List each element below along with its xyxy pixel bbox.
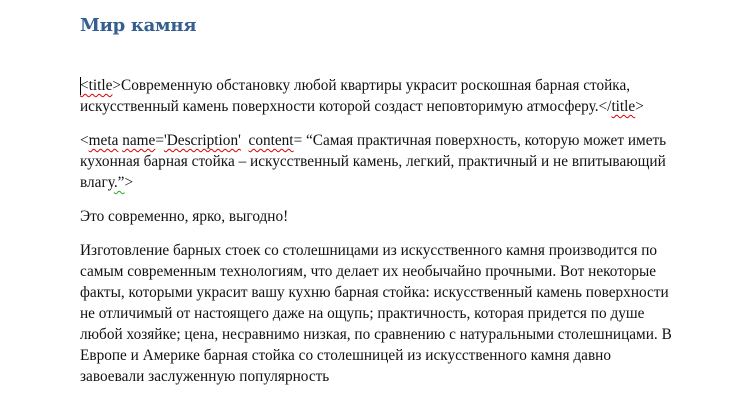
text-run: >Современную обстановку любой квартиры украсит роскошная барная стойка, xyxy=(112,77,631,94)
spelling-error[interactable]: 'Description' xyxy=(163,132,241,149)
grammar-error[interactable]: .” xyxy=(113,174,125,191)
text-run: = “Самая практичная поверхность, которую может иметь xyxy=(293,132,667,149)
text-run: < xyxy=(80,132,89,149)
paragraph-title-tag[interactable] xyxy=(80,75,644,117)
text-line: Европе и Америке барная стойка со столешницей из искусственного камня давно xyxy=(80,347,612,364)
text-line xyxy=(80,96,644,117)
paragraph-meta-tag[interactable] xyxy=(80,130,666,193)
text-run: влагу xyxy=(80,174,114,191)
text-run: = xyxy=(155,132,164,149)
spelling-error[interactable]: name xyxy=(122,132,156,149)
text-line: кухонная барная стойка – искусственный камень, легкий, практичный и не впитывающий xyxy=(80,153,666,170)
paragraph-body[interactable] xyxy=(80,240,672,387)
text-run: искусственный камень поверхности которой создаст неповторимую атмосферу.</ xyxy=(80,98,612,115)
text-line: не отличимый от настоящего даже на ощупь; практичность, которая придется по душе xyxy=(80,305,645,322)
text-line: Это современно, ярко, выгодно! xyxy=(80,208,289,225)
text-line: факты, которыми украсит вашу кухню барная стойка: искусственный камень поверхности xyxy=(80,284,669,301)
text-line: завоевали заслуженную популярность xyxy=(80,368,330,385)
text-line: любой хозяйке; цена, несравнимо низкая, по сравнению с натуральными столешницами. В xyxy=(80,326,672,343)
text-line: самым современным технологиям, что делает их необычайно прочными. Вот некоторые xyxy=(80,263,657,280)
spelling-error[interactable]: title xyxy=(611,98,636,115)
spelling-error[interactable]: meta xyxy=(88,132,119,149)
text-line: Изготовление барных стоек со столешницами из искусственного камня производится по xyxy=(80,242,658,259)
text-line xyxy=(80,75,644,96)
text-line xyxy=(80,172,666,193)
spelling-error[interactable]: content xyxy=(248,132,294,149)
text-run: > xyxy=(124,174,134,191)
text-run: > xyxy=(635,98,644,115)
text-line xyxy=(80,130,666,151)
document-heading: Мир камня xyxy=(80,15,197,36)
paragraph-slogan[interactable] xyxy=(80,206,288,227)
text-run: <title xyxy=(80,77,113,94)
